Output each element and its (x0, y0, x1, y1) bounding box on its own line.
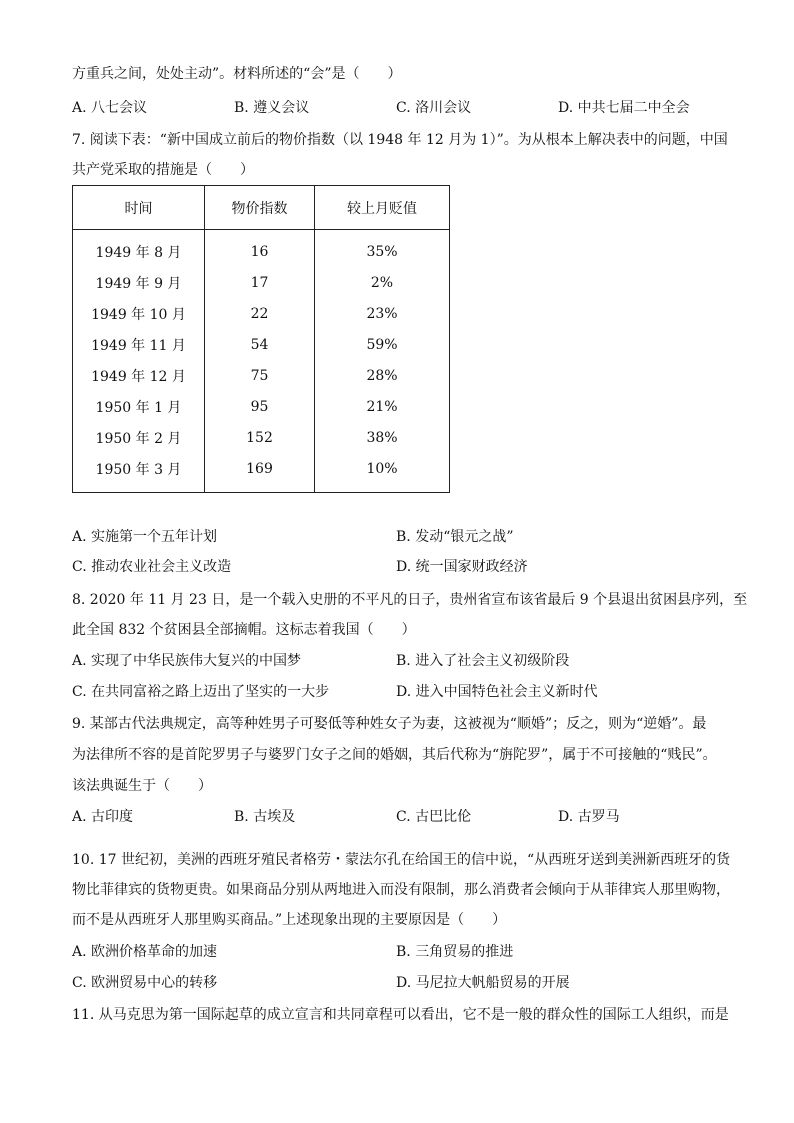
q7-option-a: A. 实施第一个五年计划 (72, 529, 218, 545)
q10-option-a: A. 欧洲价格革命的加速 (72, 944, 218, 960)
table-cell-time: 1950 年 3 月 (73, 453, 205, 493)
q9-option-a: A. 古印度 (72, 809, 134, 825)
table-row (73, 230, 450, 268)
table-row (73, 422, 450, 453)
table-cell-index: 22 (205, 298, 315, 329)
q10-option-b: B. 三角贸易的推进 (396, 944, 514, 960)
q6-option-b: B. 遵义会议 (234, 100, 310, 116)
q10-stem-line3: 而不是从西班牙人那里购买商品。”上述现象出现的主要原因是（ ） (72, 912, 507, 928)
q9-stem-line2: 为法律所不容的是首陀罗男子与婆罗门女子之间的婚姻，其后代称为“旃陀罗”，属于不可接触的“贱民”。 (72, 747, 717, 763)
q10-option-c: C. 欧洲贸易中心的转移 (72, 975, 218, 991)
q9-option-d: D. 古罗马 (558, 809, 620, 825)
q6-stem-tail: 方重兵之间，处处主动”。材料所述的“会”是（ ） (72, 66, 402, 82)
q8-option-c: C. 在共同富裕之路上迈出了坚实的一大步 (72, 684, 330, 700)
table-cell-index: 75 (205, 360, 315, 391)
table-cell-depreciation: 10% (315, 453, 450, 493)
table-row (73, 329, 450, 360)
table-cell-depreciation: 23% (315, 298, 450, 329)
q10-stem-line1: 10. 17 世纪初，美洲的西班牙殖民者格劳・蒙法尔孔在给国王的信中说，“从西班牙送到美洲新西班牙的货 (72, 852, 731, 868)
table-row (73, 360, 450, 391)
table-cell-index: 16 (205, 230, 315, 268)
table-row (73, 298, 450, 329)
table-row (73, 453, 450, 493)
q9-stem-line3: 该法典诞生于（ ） (72, 778, 212, 794)
table-cell-index: 54 (205, 329, 315, 360)
q10-stem-line2: 物比菲律宾的货物更贵。如果商品分别从两地进入而没有限制，那么消费者会倾向于从菲律宾人那里购物， (72, 882, 730, 898)
q11-stem-line1: 11. 从马克思为第一国际起草的成立宣言和共同章程可以看出，它不是一般的群众性的国际工人组织，而是 (72, 1007, 729, 1023)
q9-option-b: B. 古埃及 (234, 809, 296, 825)
q8-option-b: B. 进入了社会主义初级阶段 (396, 653, 570, 669)
table-row (73, 391, 450, 422)
q10-option-d: D. 马尼拉大帆船贸易的开展 (396, 975, 570, 991)
q6-option-d: D. 中共七届二中全会 (558, 100, 690, 116)
q7-option-d: D. 统一国家财政经济 (396, 559, 528, 575)
q8-stem-line1: 8. 2020 年 11 月 23 日，是一个载入史册的不平凡的日子，贵州省宣布该省最后 9 个县退出贫困县序列，至 (72, 592, 748, 608)
table-cell-time: 1949 年 11 月 (73, 329, 205, 360)
table-cell-time: 1950 年 2 月 (73, 422, 205, 453)
q7-option-c: C. 推动农业社会主义改造 (72, 559, 232, 575)
table-cell-index: 17 (205, 267, 315, 298)
table-cell-depreciation: 21% (315, 391, 450, 422)
q7-option-b: B. 发动“银元之战” (396, 529, 514, 545)
q8-stem-line2: 此全国 832 个贫困县全部摘帽。这标志着我国（ ） (72, 622, 416, 638)
q8-option-a: A. 实现了中华民族伟大复兴的中国梦 (72, 653, 302, 669)
table-header-time: 时间 (73, 186, 205, 230)
table-cell-depreciation: 35% (315, 230, 450, 268)
table-header-index: 物价指数 (205, 186, 315, 230)
table-cell-time: 1950 年 1 月 (73, 391, 205, 422)
table-cell-index: 95 (205, 391, 315, 422)
table-cell-time: 1949 年 10 月 (73, 298, 205, 329)
q8-option-d: D. 进入中国特色社会主义新时代 (396, 684, 598, 700)
table-row (73, 267, 450, 298)
q6-option-a: A. 八七会议 (72, 100, 148, 116)
table-cell-index: 169 (205, 453, 315, 493)
q9-option-c: C. 古巴比伦 (396, 809, 472, 825)
table-cell-depreciation: 28% (315, 360, 450, 391)
table-cell-time: 1949 年 9 月 (73, 267, 205, 298)
table-header-row (73, 186, 450, 230)
table-cell-depreciation: 59% (315, 329, 450, 360)
table-cell-depreciation: 38% (315, 422, 450, 453)
price-index-table (72, 185, 450, 493)
q9-stem-line1: 9. 某部古代法典规定，高等种姓男子可娶低等种姓女子为妻，这被视为“顺婚”；反之，则为“逆婚”。最 (72, 716, 707, 732)
table-cell-time: 1949 年 8 月 (73, 230, 205, 268)
q6-option-c: C. 洛川会议 (396, 100, 472, 116)
table-cell-depreciation: 2% (315, 267, 450, 298)
table-cell-index: 152 (205, 422, 315, 453)
table-header-depreciation: 较上月贬值 (315, 186, 450, 230)
q7-stem-line2: 共产党采取的措施是（ ） (72, 162, 254, 178)
q7-stem-line1: 7. 阅读下表：“新中国成立前后的物价指数（以 1948 年 12 月为 1）”。为从根本上解决表中的问题，中国 (72, 132, 728, 148)
table-cell-time: 1949 年 12 月 (73, 360, 205, 391)
